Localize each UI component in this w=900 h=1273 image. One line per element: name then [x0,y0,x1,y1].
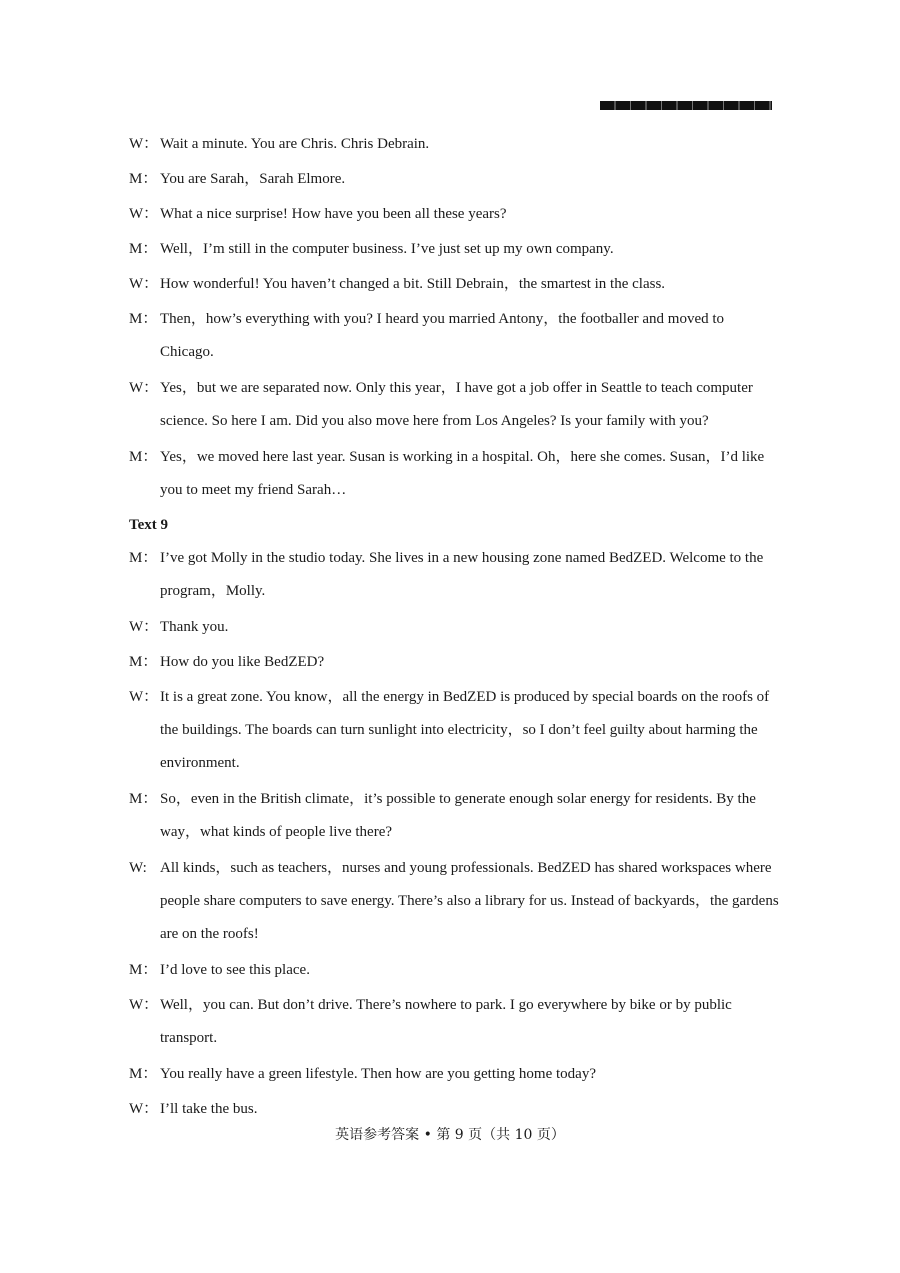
dialogue-line [129,128,779,160]
dialogue-line [129,611,779,643]
dialogue-part-1 [129,128,779,507]
speaker-label: M： [129,550,158,566]
dialogue-line [129,681,779,780]
dialogue-line [129,783,779,849]
dialogue-line [129,268,779,300]
transcript [129,128,779,1128]
utterance-text: Yes，we moved here last year. Susan is working in a hospital. Oh，here she comes. Susan，I’d like you to meet my friend Sarah… [160,449,765,498]
speaker-label: M： [129,1066,158,1082]
speaker-label: M： [129,654,158,670]
utterance-text: How wonderful! You haven’t changed a bit. Still Debrain，the smartest in the class. [160,276,666,292]
speaker-label: W: [129,860,147,876]
speaker-label: M： [129,241,158,257]
dialogue-line [129,163,779,195]
utterance-text: I’ll take the bus. [160,1101,258,1117]
page-footer: 英语参考答案 • 第 9 页（共 10 页） [335,1127,565,1143]
utterance-text: Well，I’m still in the computer business. I’ve just set up my own company. [160,241,614,257]
dialogue-line [129,646,779,678]
dialogue-line [129,542,779,608]
dialogue-part-2 [129,542,779,1125]
utterance-text: All kinds，such as teachers，nurses and young professionals. BedZED has shared workspaces where people share computers to save energy. There’s also a library for us. Instead of backyards，the gardens are on the roofs! [160,860,779,942]
dialogue-line [129,372,779,438]
speaker-label: W： [129,619,159,635]
section-title: Text 9 [129,517,169,533]
dialogue-line [129,441,779,507]
dialogue-line [129,198,779,230]
utterance-text: It is a great zone. You know，all the energy in BedZED is produced by special boards on the roofs of the buildings. The boards can turn sunlight into electricity，so I don’t feel guilty about harming the environment. [160,689,770,771]
speaker-label: M： [129,171,158,187]
dialogue-line [129,303,779,369]
utterance-text: Thank you. [160,619,229,635]
dialogue-line [129,233,779,265]
utterance-text: Yes，but we are separated now. Only this year，I have got a job offer in Seattle to teach computer science. So here I am. Did you also move here from Los Angeles? Is your family with you? [160,380,753,429]
dialogue-line [129,954,779,986]
utterance-text: Well，you can. But don’t drive. There’s nowhere to park. I go everywhere by bike or by public transport. [160,997,732,1046]
utterance-text: I’d love to see this place. [160,962,310,978]
utterance-text: Then，how’s everything with you? I heard you married Antony，the footballer and moved to Chicago. [160,311,725,360]
utterance-text: You are Sarah，Sarah Elmore. [160,171,346,187]
speaker-label: W： [129,206,159,222]
utterance-text: I’ve got Molly in the studio today. She lives in a new housing zone named BedZED. Welcome to the program，Molly. [160,550,764,599]
speaker-label: M： [129,962,158,978]
utterance-text: Wait a minute. You are Chris. Chris Debrain. [160,136,430,152]
utterance-text: So，even in the British climate，it’s possible to generate enough solar energy for residents. By the way，what kinds of people live there? [160,791,756,840]
dialogue-line [129,989,779,1055]
speaker-label: W： [129,997,159,1013]
utterance-text: What a nice surprise! How have you been all these years? [160,206,507,222]
utterance-text: You really have a green lifestyle. Then how are you getting home today? [160,1066,596,1082]
header-barcode-mark [600,101,772,110]
dialogue-line [129,1093,779,1125]
speaker-label: W： [129,136,159,152]
speaker-label: M： [129,791,158,807]
utterance-text: How do you like BedZED? [160,654,325,670]
speaker-label: W： [129,689,159,705]
speaker-label: W： [129,276,159,292]
dialogue-line [129,1058,779,1090]
speaker-label: M： [129,311,158,327]
speaker-label: M： [129,449,158,465]
speaker-label: W： [129,380,159,396]
speaker-label: W： [129,1101,159,1117]
dialogue-line [129,852,779,951]
